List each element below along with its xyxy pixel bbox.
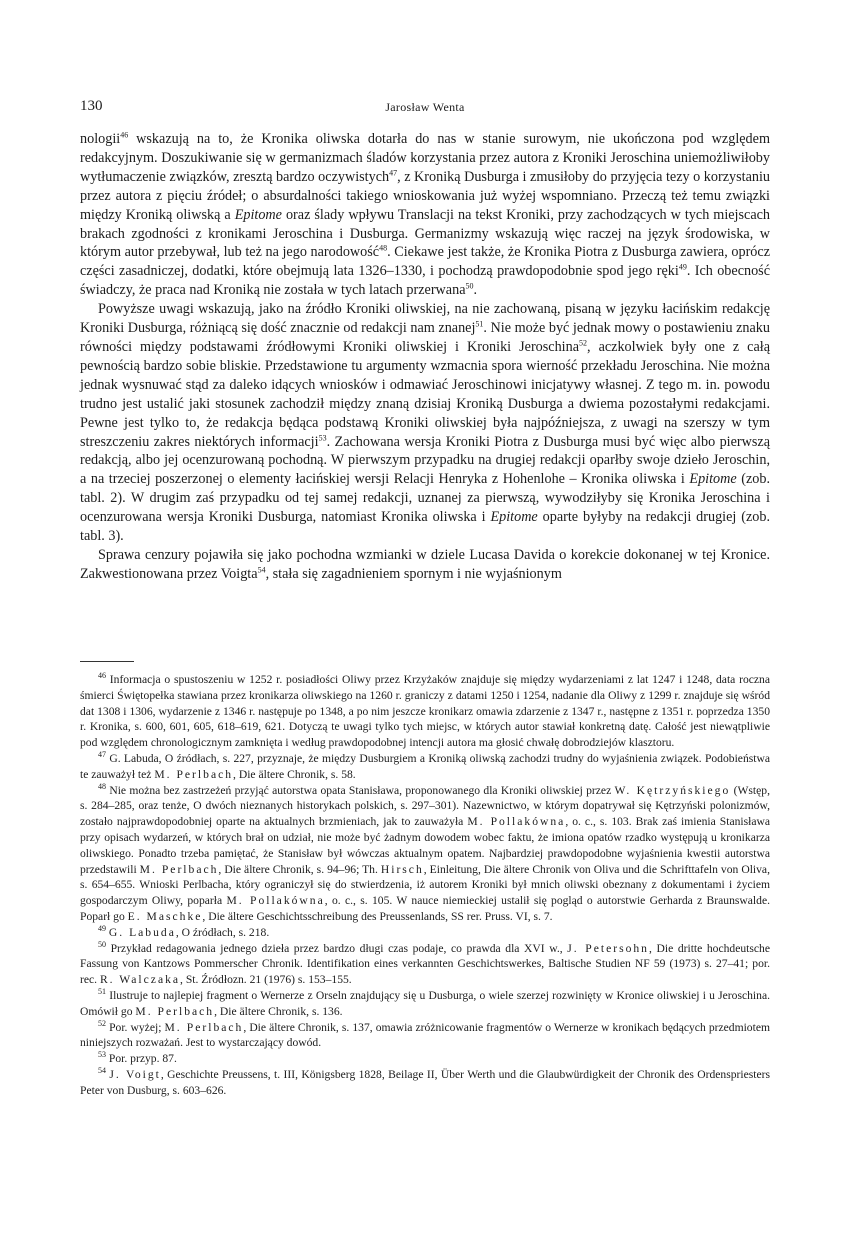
page-number: 130 (80, 98, 103, 114)
text-run: , o. c., s. 105. W nauce niemieckiej ustalił się pogląd o autorstwie Gerharda z Braunswalde. Poparł go (80, 894, 770, 923)
paragraph (80, 300, 770, 546)
text-run: . Ciekawe jest także, że Kronika Piotra z Dusburga zawiera, oprócz części zasadniczej, dodatki, które obejmują lata 1326–1330, i pochodzą prawdopodobnie spod jego ręki (80, 244, 770, 280)
text-run: , Die ältere Chronik, s. 58. (233, 767, 356, 781)
footnote (80, 941, 770, 988)
footnote-number: 53 (98, 1050, 106, 1060)
footnote (80, 1051, 770, 1067)
footnote (80, 925, 770, 941)
footnote-reference[interactable]: 46 (120, 130, 129, 140)
author-name: R. Walczaka (99, 973, 181, 987)
text-run: , Einleitung, Die ältere Chronik von Oliva und die Schrifttafeln von Oliva, s. 654–655. Wnioski Perlbacha, który ograniczył się do stwierdzenia, iż autorem Kroniki był mnich oliwski obeznany z dokumentami i życiem gospodarczym Oliwy, poparła (80, 862, 770, 908)
text-run: , Die ältere Chronik, s. 137, omawia zróżnicowanie fragmentów o Wernerze w kronikach będących przedmiotem niniejszych rozważań. Jest to wystarczający dowód. (80, 1020, 770, 1050)
footnote-number: 52 (98, 1018, 106, 1028)
paragraph (80, 546, 770, 584)
text-run: nologii (80, 131, 121, 147)
author-name: W. Kętrzyńskiego (614, 783, 731, 797)
text-run: Sprawa cenzury pojawiła się jako pochodna wzmianki w dziele Lucasa Davida o korekcie dokonanej w tej Kronice. Zakwestionowana przez Voigta (80, 546, 770, 582)
text-run: oparte byłyby na redakcji drugiej (zob. tabl. 3). (80, 509, 770, 545)
author-name: E. Maschke (127, 909, 203, 923)
text-run: , Die ältere Geschichtsschreibung des Preussenlands, SS rer. Pruss. VI, s. 7. (202, 909, 553, 923)
author-name: G. Labuda (108, 925, 176, 939)
paragraph (80, 130, 770, 300)
text-run: , Geschichte Preussens, t. III, Königsberg 1828, Beilage II, Über Werth und die Glaubwürdigkeit der Chronik des Ordenspriesters Peter von Dusburg, s. 603–626. (80, 1067, 770, 1097)
page-header (80, 98, 770, 118)
footnotes (80, 672, 770, 1099)
text-run: G. Labuda, O źródłach, s. 227, przyznaje, że między Dusburgiem a Kroniką oliwską zachodzi trudny do wyjaśnienia związek. Podobieństwa te zauważył też (80, 751, 770, 781)
text-run: Ilustruje to najlepiej fragment o Wernerze z Orseln znajdujący się u Dusburga, o wiele szerzej rozwinięty w Kronice oliwskiej i u Jeroschina. Omówił go (80, 988, 770, 1018)
text-run: (zob. tabl. 2). W drugim zaś przypadku od tej samej redakcji, uznanej za pierwszą, wywodziłyby się Kronika Jeroschina i ocenzurowana wersja Kroniki Dusburga, natomiast Kronika oliwska i (80, 471, 770, 526)
footnote-reference[interactable]: 49 (678, 262, 687, 272)
running-title: Jarosław Wenta (385, 100, 465, 114)
author-name: M. Perlbach (164, 1020, 244, 1034)
footnote-reference[interactable]: 54 (257, 565, 266, 575)
text-run: , aczkolwiek były one z całą pewnością bardzo sobie bliskie. Przedstawione tu argumenty wzmacnia spora wierność przekładu Jeroschina. Nie można jednak wysnuwać stąd za daleko idących wniosków i odmawiać Jeroschinowi inicjatywy własnej. Z tego m. in. powodu trudno jest ustalić jaki stosunek zachodził między znaną dzisiaj Kroniką Dusburga a dwiema pozostałymi redakcjami. Pewne jest tylko to, że redakcja będąca podstawą Kroniki oliwskiej była najpóźniejsza, z uwagi na szerszy w tym streszczeniu zakres niektórych informacji (80, 338, 770, 450)
footnote-separator (80, 661, 134, 662)
text-run: . Zachowana wersja Kroniki Piotra z Dusburga musi być więc albo pierwszą redakcją, albo jej ocenzurowaną pochodną. W pierwszym przypadku na drugiej redakcji oparłby swoje dzieło Jeroschin, a na trzeciej poszerzonej o elementy łacińskiej wersji Relacji Henryka z Hohenlohe – Kronika oliwska i (80, 433, 770, 488)
footnote-number: 48 (98, 781, 106, 791)
text-run: Nie można bez zastrzeżeń przyjąć autorstwa opata Stanisława, proponowanego dla Kroniki oliwskiej przez (109, 783, 615, 797)
text-run: wskazują na to, że Kronika oliwska dotarła do nas w stanie surowym, nie ukończona pod względem redakcyjnym. Doszukiwanie się w germanizmach śladów korzystania przez autora z Kroniki Jeroschina uniemożliwiłoby wytłumaczenie związków, zresztą bardzo oczywistych (80, 131, 770, 185)
text-run: . Nie może być jednak mowy o postawieniu znaku równości między podstawami źródłowymi Kroniki oliwskiej i Kroniki Jeroschina (80, 320, 770, 355)
text-run: (Wstęp, s. 284–285, oraz tenże, O dwóch nieznanych historykach polskich, s. 297–301). Nazewnictwo, w którym dopatrywał się Kętrzyński polonizmów, zostało najprawdopodobniej oparte na aktualnych brzmieniach, jak to zauważyła (80, 783, 770, 829)
footnote-number: 50 (98, 939, 106, 949)
text-run: oraz ślady wpływu Translacji na tekst Kroniki, przy zachodzących w tych miejscach brakach zgodności z kronikami Jeroschina i Dusburga. Germanizmy wskazują więc raczej na język środowiska, w którym autor przebywał, lub też na jego narodowość (80, 206, 771, 261)
text-run: . Ich obecność świadczy, że praca nad Kroniką nie została w tych latach przerwana (80, 263, 770, 299)
text-run: Informacja o spustoszeniu w 1252 r. posiadłości Oliwy przez Krzyżaków znajduje się między wydarzeniami z lat 1247 i 1248, data roczna śmierci Świętopełka stawiana przez kronikarza oliwskiego na 1260 r. graniczy z datami 1250 i 1254, nadanie dla Oliwy z 1299 r. znajduje się wśród dat 1308 i 1306, wydarzenie z 1346 r. następuje po 1348, a po nim jeszcze kronikarz omawia zdarzenie z 1347 r., następne z 1351 r. poprzedza 1350 r. Kronika, s. 600, 601, 605, 618–619, 621. Dotyczą te uwagi tylko tych miejsc, w których autor stawiał konkretną datę. Całość jest niewątpliwie pod względem chronologicznym zamknięta i według prawdopodobnej intencji autora ma głosić chwałę dobrodziejów klasztoru. (80, 673, 770, 750)
footnote-reference[interactable]: 52 (579, 338, 588, 348)
text-run: Por. przyp. 87. (108, 1052, 177, 1066)
author-name: M. Pollakówna (226, 894, 325, 908)
footnote-number: 46 (98, 671, 106, 681)
footnote-number: 54 (98, 1066, 106, 1076)
text-run: Przykład redagowania jednego dzieła przez bardzo długi czas podaje, co prawda dla XVI w., (110, 941, 568, 955)
footnote-number: 47 (98, 750, 106, 760)
footnote (80, 672, 770, 751)
italic-title: Epitome (490, 509, 538, 526)
author-name: J. Voigt (109, 1067, 161, 1081)
text-run: , St. Źródłozn. 21 (1976) s. 153–155. (180, 973, 352, 987)
author-name: M. Perlbach (154, 767, 234, 781)
footnote-number: 51 (98, 987, 106, 997)
footnote (80, 783, 770, 925)
author-name: M. Pollakówna (467, 815, 566, 829)
text-run: , stała się zagadnieniem spornym i nie wyjaśnionym (265, 565, 562, 582)
text-run: , Die dritte hochdeutsche Fassung von Kantzows Pommerscher Chronik. Identifikation eines verkannten Geschichtswerkes, Baltische Studien NF 59 (1973) s. 27–41; por. rec. (80, 941, 770, 987)
footnote-reference[interactable]: 53 (318, 432, 327, 442)
author-name: J. Petersohn (567, 941, 649, 955)
footnote (80, 1020, 770, 1052)
italic-title: Epitome (689, 471, 737, 488)
text-run: , z Kroniką Dusburga i zmusiłoby do przyjęcia tezy o korzystaniu przez autora z pięciu źródeł; o absurdalności takiego wnioskowania już wyżej wspomniano. Przeczą też temu związki między Kroniką oliwską a (80, 168, 770, 223)
text-run: . (473, 282, 478, 299)
text-run: Por. wyżej; (109, 1020, 165, 1034)
footnote-number: 49 (98, 923, 106, 933)
main-text (80, 130, 770, 584)
text-run: , O źródłach, s. 218. (175, 925, 270, 939)
author-name: Hirsch (380, 862, 424, 876)
author-name: M. Perlbach (135, 1004, 215, 1018)
footnote-reference[interactable]: 50 (465, 281, 474, 291)
text-run: , Die ältere Chronik, s. 136. (214, 1004, 343, 1018)
italic-title: Epitome (234, 206, 282, 223)
text-run: , Die ältere Chronik, s. 94–96; Th. (218, 862, 381, 876)
footnote (80, 1067, 770, 1099)
footnote-reference[interactable]: 48 (379, 243, 388, 253)
footnote-reference[interactable]: 51 (475, 319, 484, 329)
footnote-reference[interactable]: 47 (389, 168, 398, 178)
text-run: , o. c., s. 103. Brak zaś imienia Stanisława przy opisach wydarzeń, w których brał on udział, nie może być żadnym dowodem wobec faktu, że imiona opatów rzadko występują u kronikarza oliwskiego. Ponadto trzeba pamiętać, że Stanisław był wówczas aktualnym opatem. Najbardziej prawdopodobne wyjaśnienia kwestii autorstwa przedstawili (80, 815, 770, 876)
author-name: M. Perlbach (139, 862, 219, 876)
text-run: Powyższe uwagi wskazują, jako na źródło Kroniki oliwskiej, na nie zachowaną, pisaną w języku łacińskim redakcję Kroniki Dusburga, różniącą się dość znacznie od redakcji nam znanej (80, 301, 770, 337)
footnote (80, 988, 770, 1020)
footnote (80, 751, 770, 783)
